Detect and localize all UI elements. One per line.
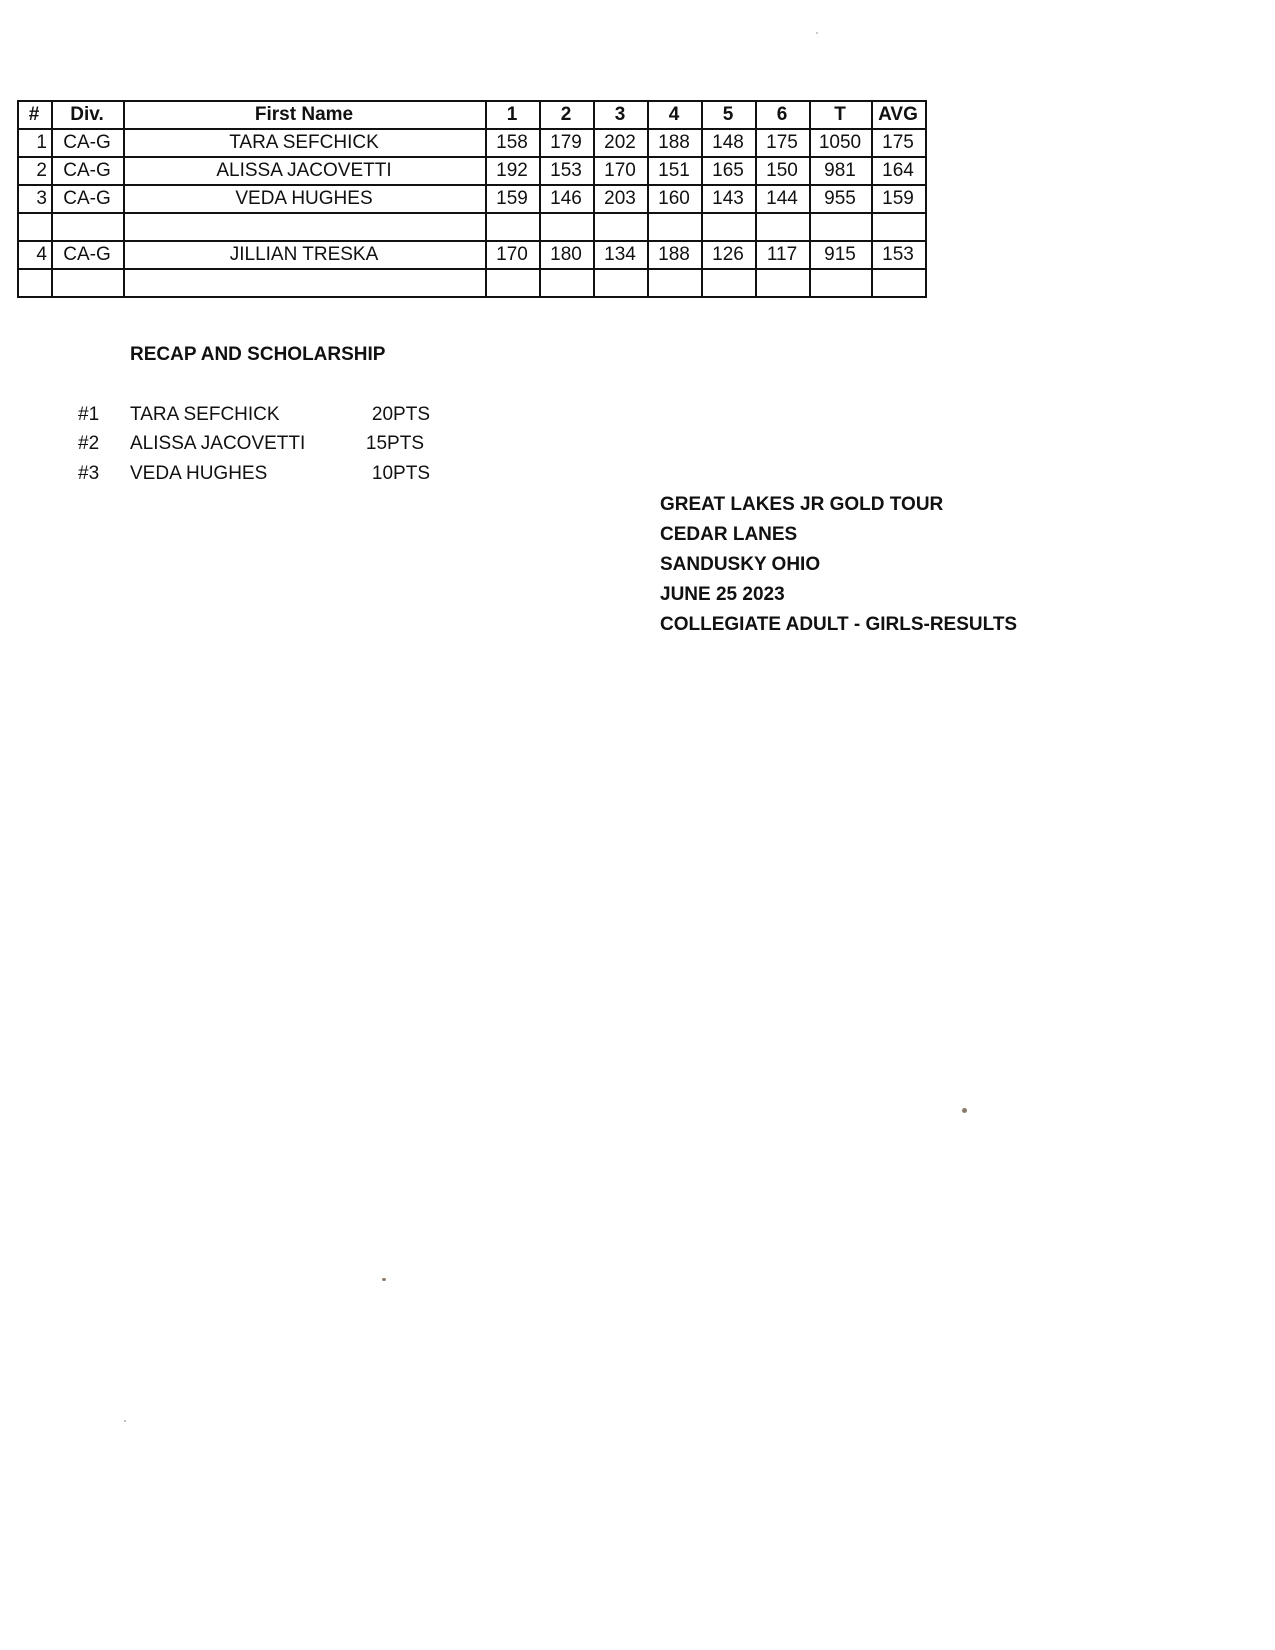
- table-cell: 143: [702, 185, 756, 213]
- table-cell: [18, 213, 52, 241]
- table-cell: ALISSA JACOVETTI: [124, 157, 486, 185]
- table-cell: 192: [486, 157, 540, 185]
- table-cell: 164: [872, 157, 926, 185]
- recap-entry: [0, 402, 460, 428]
- recap-entry: [0, 461, 460, 487]
- tour-name: GREAT LAKES JR GOLD TOUR: [660, 494, 944, 515]
- table-cell: TARA SEFCHICK: [124, 129, 486, 157]
- recap-title: RECAP AND SCHOLARSHIP: [130, 344, 386, 365]
- table-cell: [756, 269, 810, 297]
- table-cell: 203: [594, 185, 648, 213]
- event-info-block: [660, 490, 1017, 640]
- table-cell: [702, 269, 756, 297]
- table-cell: 175: [872, 129, 926, 157]
- table-cell: [124, 269, 486, 297]
- table-cell: 915: [810, 241, 872, 269]
- table-cell: 160: [648, 185, 702, 213]
- table-cell: 148: [702, 129, 756, 157]
- table-cell: 170: [486, 241, 540, 269]
- column-header-rank: #: [18, 101, 52, 129]
- results-table: [17, 100, 927, 298]
- table-cell: 188: [648, 241, 702, 269]
- table-cell: [810, 213, 872, 241]
- recap-entry: [0, 431, 460, 457]
- table-cell: JILLIAN TRESKA: [124, 241, 486, 269]
- table-cell: 3: [18, 185, 52, 213]
- table-cell: [702, 213, 756, 241]
- table-cell: 153: [540, 157, 594, 185]
- recap-points: 15PTS: [365, 433, 424, 454]
- table-cell: CA-G: [52, 157, 124, 185]
- table-row: [18, 241, 926, 269]
- table-cell: 955: [810, 185, 872, 213]
- table-cell: 117: [756, 241, 810, 269]
- table-row-empty: [18, 269, 926, 297]
- recap-rank: #1: [78, 404, 100, 425]
- table-cell: 170: [594, 157, 648, 185]
- table-cell: CA-G: [52, 185, 124, 213]
- scan-speck: [382, 1278, 386, 1281]
- recap-name: VEDA HUGHES: [130, 463, 268, 484]
- table-cell: 180: [540, 241, 594, 269]
- event-location: SANDUSKY OHIO: [660, 554, 821, 575]
- table-row: [18, 129, 926, 157]
- table-cell: 4: [18, 241, 52, 269]
- column-header-average: AVG: [872, 101, 926, 129]
- table-cell: 1: [18, 129, 52, 157]
- column-header-first-name: First Name: [124, 101, 486, 129]
- table-cell: [594, 269, 648, 297]
- table-cell: 159: [872, 185, 926, 213]
- venue-name: CEDAR LANES: [660, 524, 798, 545]
- recap-points: 20PTS: [371, 404, 430, 425]
- table-cell: 165: [702, 157, 756, 185]
- table-cell: 126: [702, 241, 756, 269]
- division-results-title: COLLEGIATE ADULT - GIRLS-RESULTS: [660, 614, 1018, 635]
- table-cell: [540, 213, 594, 241]
- table-row: [18, 157, 926, 185]
- column-header-game-2: 2: [540, 101, 594, 129]
- table-cell: CA-G: [52, 129, 124, 157]
- table-cell: [124, 213, 486, 241]
- recap-rank: #3: [78, 463, 100, 484]
- table-cell: [486, 269, 540, 297]
- table-cell: 159: [486, 185, 540, 213]
- table-cell: 158: [486, 129, 540, 157]
- table-row-empty: [18, 213, 926, 241]
- scan-speck: [124, 1420, 126, 1422]
- recap-name: ALISSA JACOVETTI: [130, 433, 306, 454]
- column-header-game-5: 5: [702, 101, 756, 129]
- table-cell: 175: [756, 129, 810, 157]
- table-cell: 2: [18, 157, 52, 185]
- column-header-game-1: 1: [486, 101, 540, 129]
- table-cell: [648, 269, 702, 297]
- table-cell: [540, 269, 594, 297]
- table-cell: 153: [872, 241, 926, 269]
- column-header-game-3: 3: [594, 101, 648, 129]
- recap-name: TARA SEFCHICK: [130, 404, 280, 425]
- recap-points: 10PTS: [371, 463, 430, 484]
- column-header-game-4: 4: [648, 101, 702, 129]
- scan-speck: [962, 1108, 967, 1113]
- table-cell: [810, 269, 872, 297]
- table-cell: 146: [540, 185, 594, 213]
- table-cell: [594, 213, 648, 241]
- table-cell: [486, 213, 540, 241]
- table-cell: [18, 269, 52, 297]
- scan-speck: [816, 32, 818, 34]
- recap-rank: #2: [78, 433, 100, 454]
- table-cell: 188: [648, 129, 702, 157]
- table-cell: 179: [540, 129, 594, 157]
- event-date: JUNE 25 2023: [660, 584, 785, 605]
- table-cell: [872, 269, 926, 297]
- table-cell: [52, 213, 124, 241]
- table-cell: [52, 269, 124, 297]
- column-header-division: Div.: [52, 101, 124, 129]
- table-cell: 151: [648, 157, 702, 185]
- table-cell: 202: [594, 129, 648, 157]
- table-cell: VEDA HUGHES: [124, 185, 486, 213]
- table-cell: [756, 213, 810, 241]
- table-cell: CA-G: [52, 241, 124, 269]
- table-cell: 134: [594, 241, 648, 269]
- column-header-game-6: 6: [756, 101, 810, 129]
- table-cell: [872, 213, 926, 241]
- table-cell: 144: [756, 185, 810, 213]
- table-header-row: [18, 101, 926, 129]
- table-cell: [648, 213, 702, 241]
- table-cell: 1050: [810, 129, 872, 157]
- table-cell: 150: [756, 157, 810, 185]
- column-header-total: T: [810, 101, 872, 129]
- table-cell: 981: [810, 157, 872, 185]
- table-row: [18, 185, 926, 213]
